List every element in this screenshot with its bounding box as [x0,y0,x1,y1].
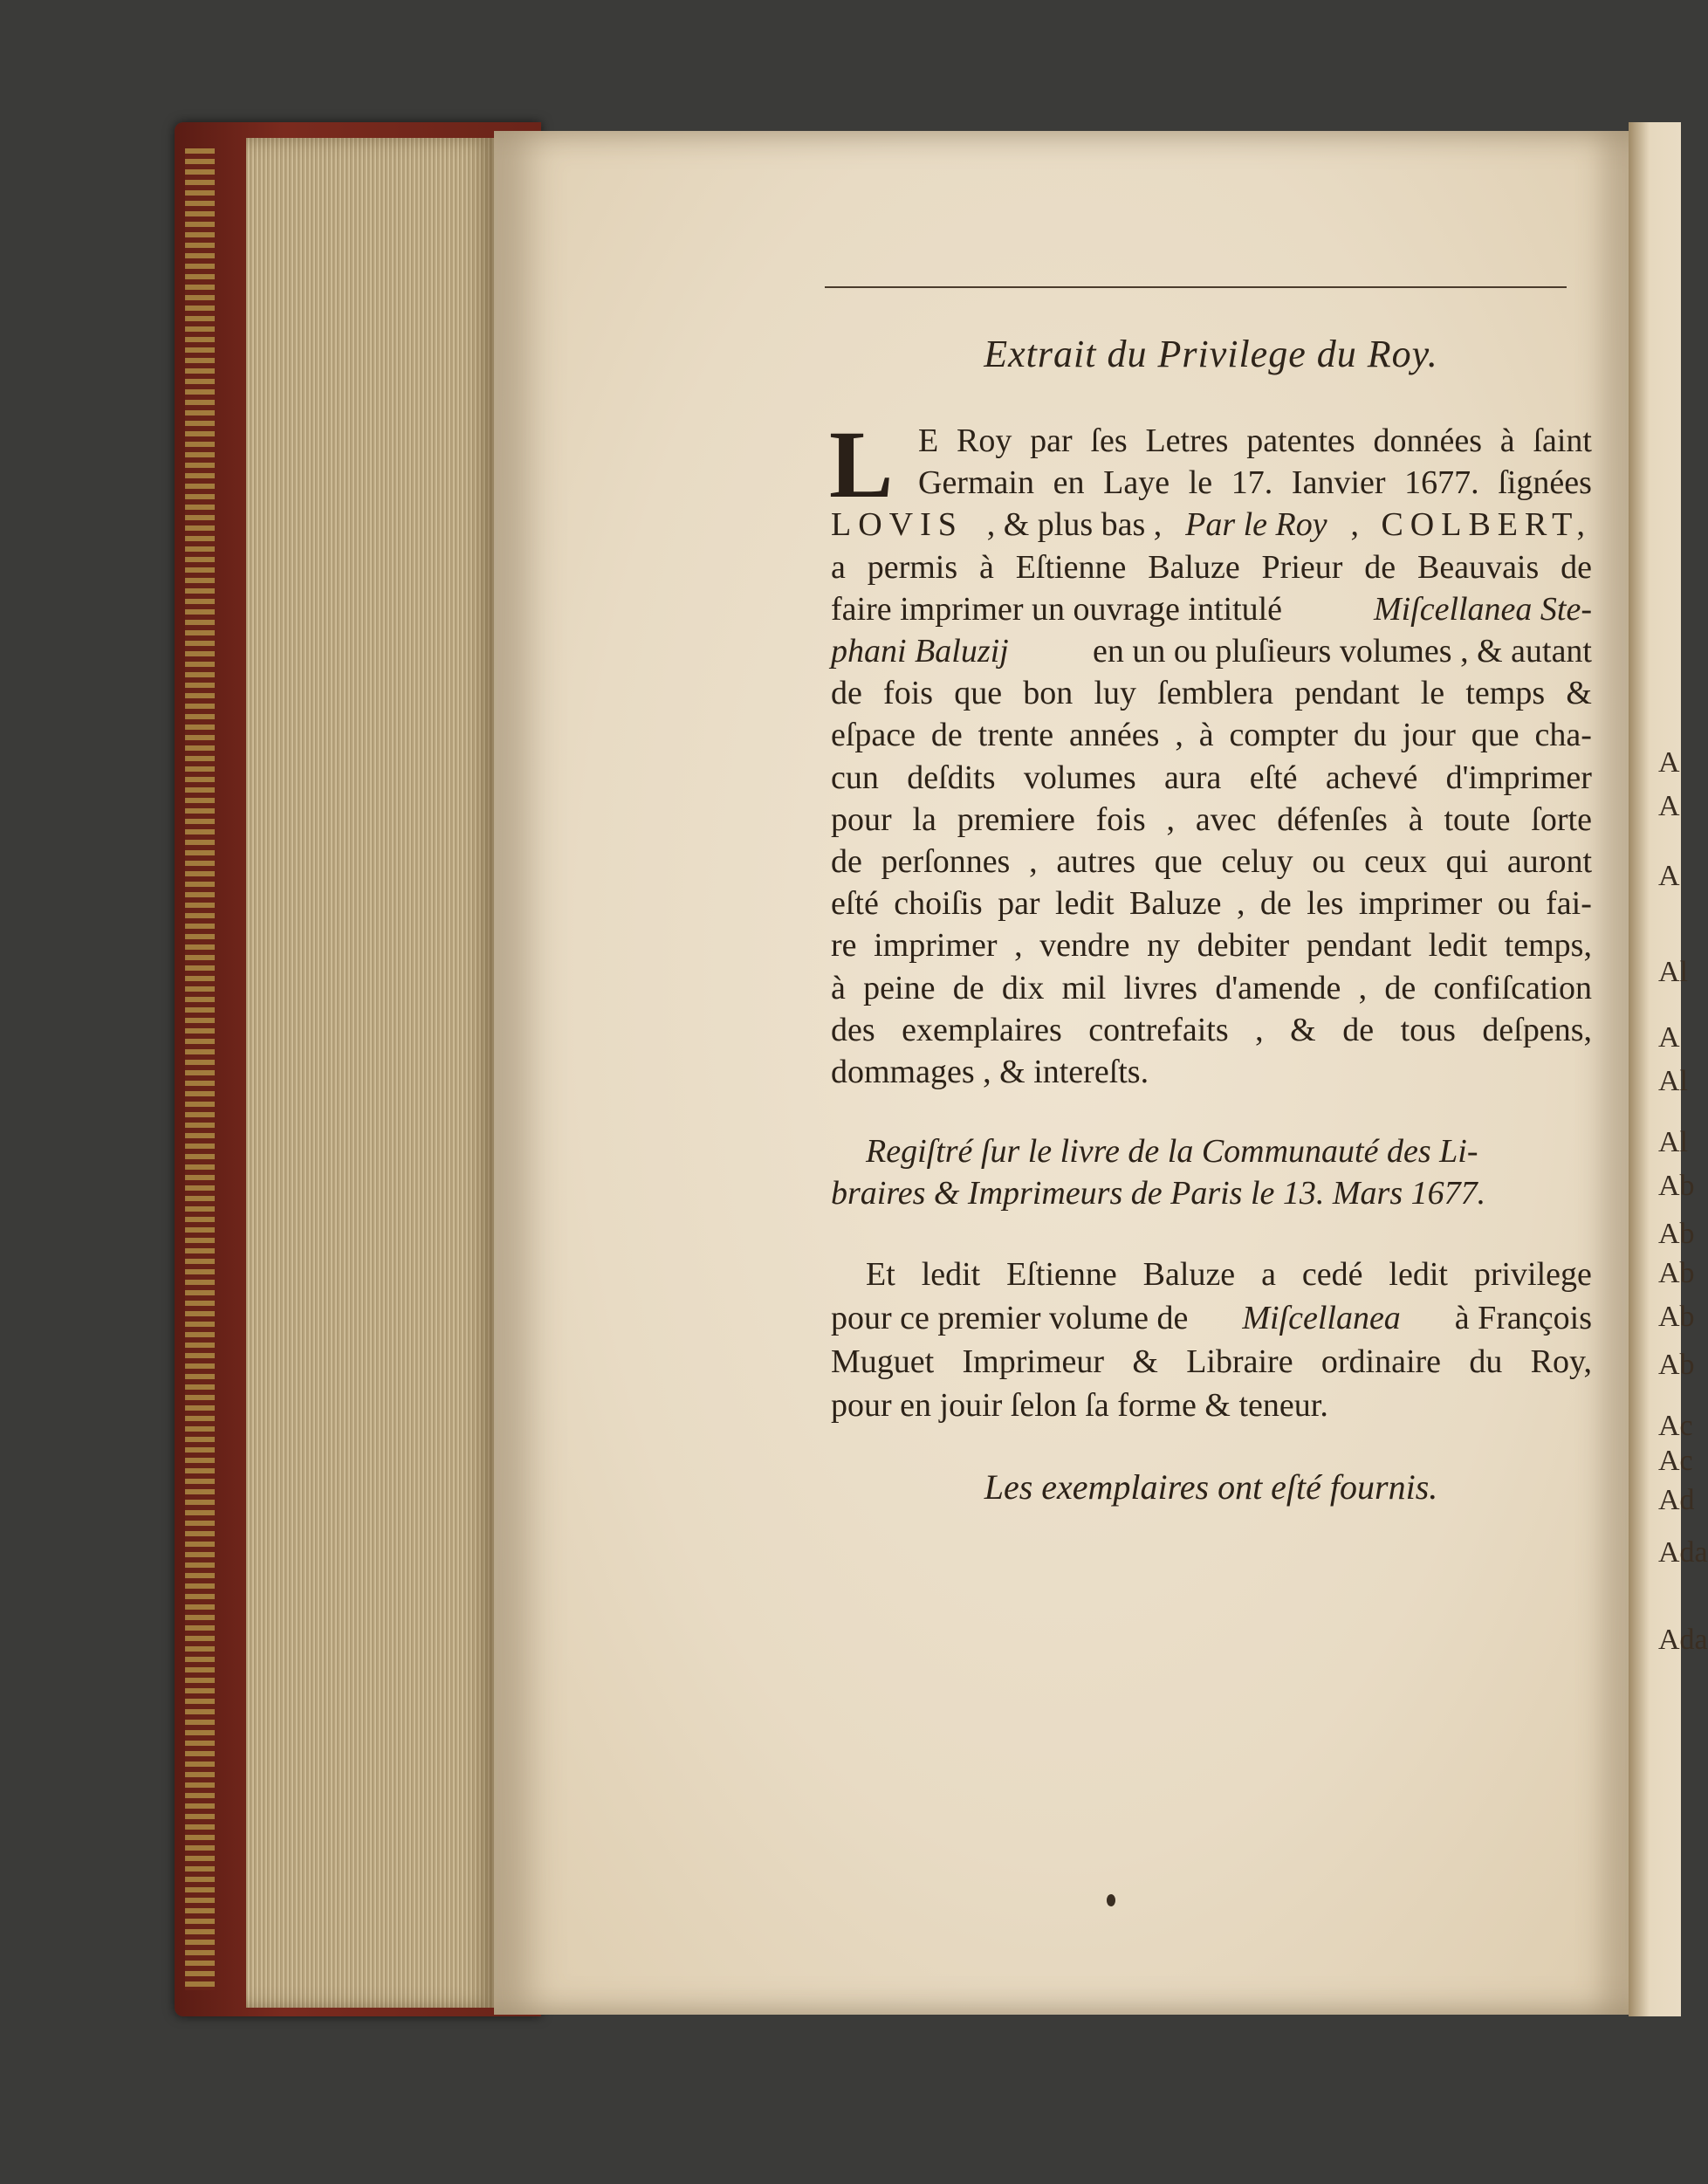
text-segment: eſté choiſis par ledit Baluze , de les imprimer ou fai- [831,885,1592,923]
paragraph3-line [831,1342,1592,1382]
paragraph2-line [831,1173,1592,1213]
index-fragment: Ada [1658,1536,1708,1569]
paragraph1-line [918,421,1592,461]
index-fragment: A [1658,790,1680,822]
closing-line: Les exemplaires ont eſté fournis. [984,1467,1438,1507]
text-segment: à peine de dix mil livres d'amende , de confiſcation [831,969,1592,1006]
text-segment: Miſcellanea [1242,1300,1401,1336]
paragraph1-line [831,800,1592,840]
paragraph2-line [866,1131,1592,1171]
printer-mark [1107,1894,1115,1906]
text-segment: Muguet Imprimeur & Libraire ordinaire du Roy, [831,1343,1592,1380]
paragraph1-line [831,968,1592,1008]
text-segment: Miſcellanea Ste- [1373,590,1592,628]
index-fragment: A [1658,1021,1680,1054]
paragraph1-line [918,463,1592,503]
index-fragment: Ada [1658,1624,1708,1656]
paragraph1-line [831,673,1592,713]
text-segment: Regiſtré ſur le livre de la Communauté des Li- [866,1133,1478,1170]
paragraph1-line [831,715,1592,755]
index-fragment: Ab [1658,1301,1695,1333]
index-fragment: Ab [1658,1257,1695,1289]
text-segment: , COLBERT, [1350,506,1592,544]
paragraph1-line [831,1010,1592,1050]
text-segment: eſpace de trente années , à compter du jour que cha- [831,717,1592,754]
page-title: Extrait du Privilege du Roy. [984,333,1438,375]
text-segment: faire imprimer un ouvrage intitulé [831,590,1283,628]
text-segment: LOVIS [831,506,964,544]
text-segment: pour ce premier volume de [831,1300,1189,1336]
index-fragment: Ab [1658,1170,1695,1202]
text-segment: Par le Roy [1185,506,1327,544]
paragraph3-line [866,1254,1592,1295]
index-fragment: Ab [1658,1218,1695,1250]
text-segment: de perſonnes , autres que celuy ou ceux qui auront [831,843,1592,880]
paragraph1-line [831,589,1592,629]
paragraph1-line [831,505,1592,545]
paragraph3-line [831,1298,1592,1338]
text-segment: pour la premiere fois , avec défenſes à toute ſorte [831,800,1592,838]
text-segment: dommages , & intereſts. [831,1054,1149,1090]
index-fragment: Al [1658,1126,1688,1158]
index-fragment: Al [1658,1065,1688,1097]
text-segment: de fois que bon luy ſemblera pendant le temps & [831,675,1592,712]
text-segment: , & plus bas , [986,506,1163,544]
index-fragment: Ad [1658,1484,1695,1516]
text-segment: à François [1454,1300,1592,1336]
text-segment: pour en jouir ſelon ſa forme & teneur. [831,1387,1328,1424]
text-segment: Et ledit Eſtienne Baluze a cedé ledit privilege [866,1256,1592,1293]
gilt-tooling-border [185,148,215,1990]
index-fragment: Al [1658,956,1688,988]
paragraph1-line [831,883,1592,924]
index-fragment: A [1658,860,1680,892]
paragraph1-line [831,547,1592,587]
text-segment: braires & Imprimeurs de Paris le 13. Mars 1677. [831,1175,1486,1212]
text-segment: des exemplaires contrefaits , & de tous deſpens, [831,1011,1592,1048]
index-fragment: Ab [1658,1349,1695,1381]
text-segment: re imprimer , vendre ny debiter pendant ledit temps, [831,927,1592,965]
paragraph1-line [831,1052,1592,1092]
drop-cap: L [829,411,894,518]
text-segment: phani Baluzij [831,633,1009,670]
text-segment: a permis à Eſtienne Baluze Prieur de Beauvais de [831,548,1592,586]
index-fragment: Ac [1658,1445,1693,1477]
paragraph3-line [831,1385,1592,1425]
paragraph1-line [831,841,1592,882]
paragraph1-line [831,925,1592,965]
header-rule [825,286,1567,288]
paragraph1-line [831,758,1592,798]
paragraph1-line [831,631,1592,671]
text-segment: Germain en Laye le 17. Ianvier 1677. ſignées [918,464,1592,502]
text-segment: cun deſdits volumes aura eſté achevé d'imprimer [831,759,1592,796]
index-fragment: Ac [1658,1410,1693,1442]
text-segment: E Roy par ſes Letres patentes données à ſaint [918,422,1592,459]
index-fragment: A [1658,746,1680,779]
text-segment: en un ou pluſieurs volumes , & autant [1092,633,1592,670]
page-edges [246,138,499,2008]
